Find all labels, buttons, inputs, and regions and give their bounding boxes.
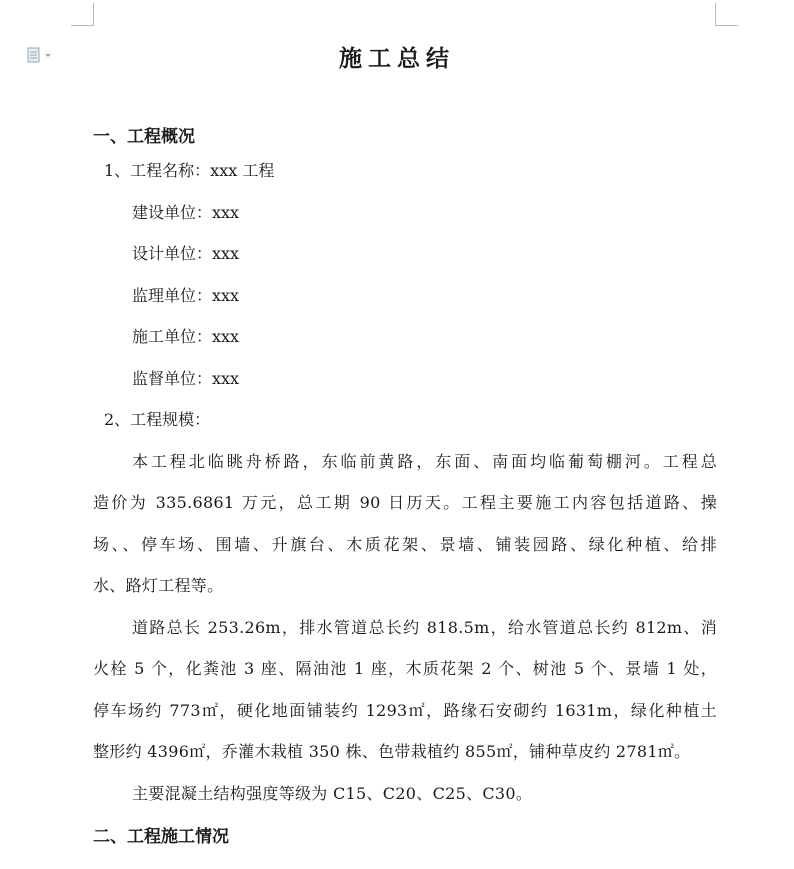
document-title: 施工总结 xyxy=(339,45,455,72)
paragraph-line: 水、路灯工程等。 xyxy=(93,576,224,595)
crop-mark-top-right xyxy=(715,3,738,26)
item-project-name: 1、工程名称：xxx 工程 xyxy=(104,161,275,180)
paragraph-line: 造价为 335.6861 万元，总工期 90 日历天。工程主要施工内容包括道路、操 xyxy=(93,493,717,512)
item-project-scale: 2、工程规模： xyxy=(104,410,211,429)
unit-line-supervisor: 监理单位：xxx xyxy=(132,286,240,305)
paragraph-line: 火栓 5 个，化粪池 3 座、隔油池 1 座，木质花架 2 个、树池 5 个、景墙 1 处， xyxy=(93,659,717,678)
unit-line-designer: 设计单位：xxx xyxy=(132,244,240,263)
paragraph-line: 停车场约 773㎡，硬化地面铺装约 1293㎡，路缘石安砌约 1631m，绿化种植土 xyxy=(93,701,717,720)
paragraph-line: 本工程北临眺舟桥路，东临前黄路，东面、南面均临葡萄棚河。工程总 xyxy=(132,452,717,471)
paragraph-line: 整形约 4396㎡，乔灌木栽植 350 株、色带栽植约 855㎡，铺种草皮约 2781㎡。 xyxy=(93,742,691,761)
paragraph-line: 道路总长 253.26m，排水管道总长约 818.5m，给水管道总长约 812m、消 xyxy=(132,618,717,637)
paragraph-line: 场、、停车场、围墙、升旗台、木质花架、景墙、铺装园路、绿化种植、给排 xyxy=(93,535,717,554)
section-heading-construction: 二、工程施工情况 xyxy=(93,827,229,847)
section-heading-overview: 一、工程概况 xyxy=(93,127,195,147)
crop-mark-top-left xyxy=(71,3,94,26)
unit-line-contractor: 施工单位：xxx xyxy=(132,327,240,346)
paragraph-concrete-grade: 主要混凝土结构强度等级为 C15、C20、C25、C30。 xyxy=(132,784,533,803)
unit-line-inspector: 监督单位：xxx xyxy=(132,369,240,388)
unit-line-builder: 建设单位：xxx xyxy=(132,203,240,222)
